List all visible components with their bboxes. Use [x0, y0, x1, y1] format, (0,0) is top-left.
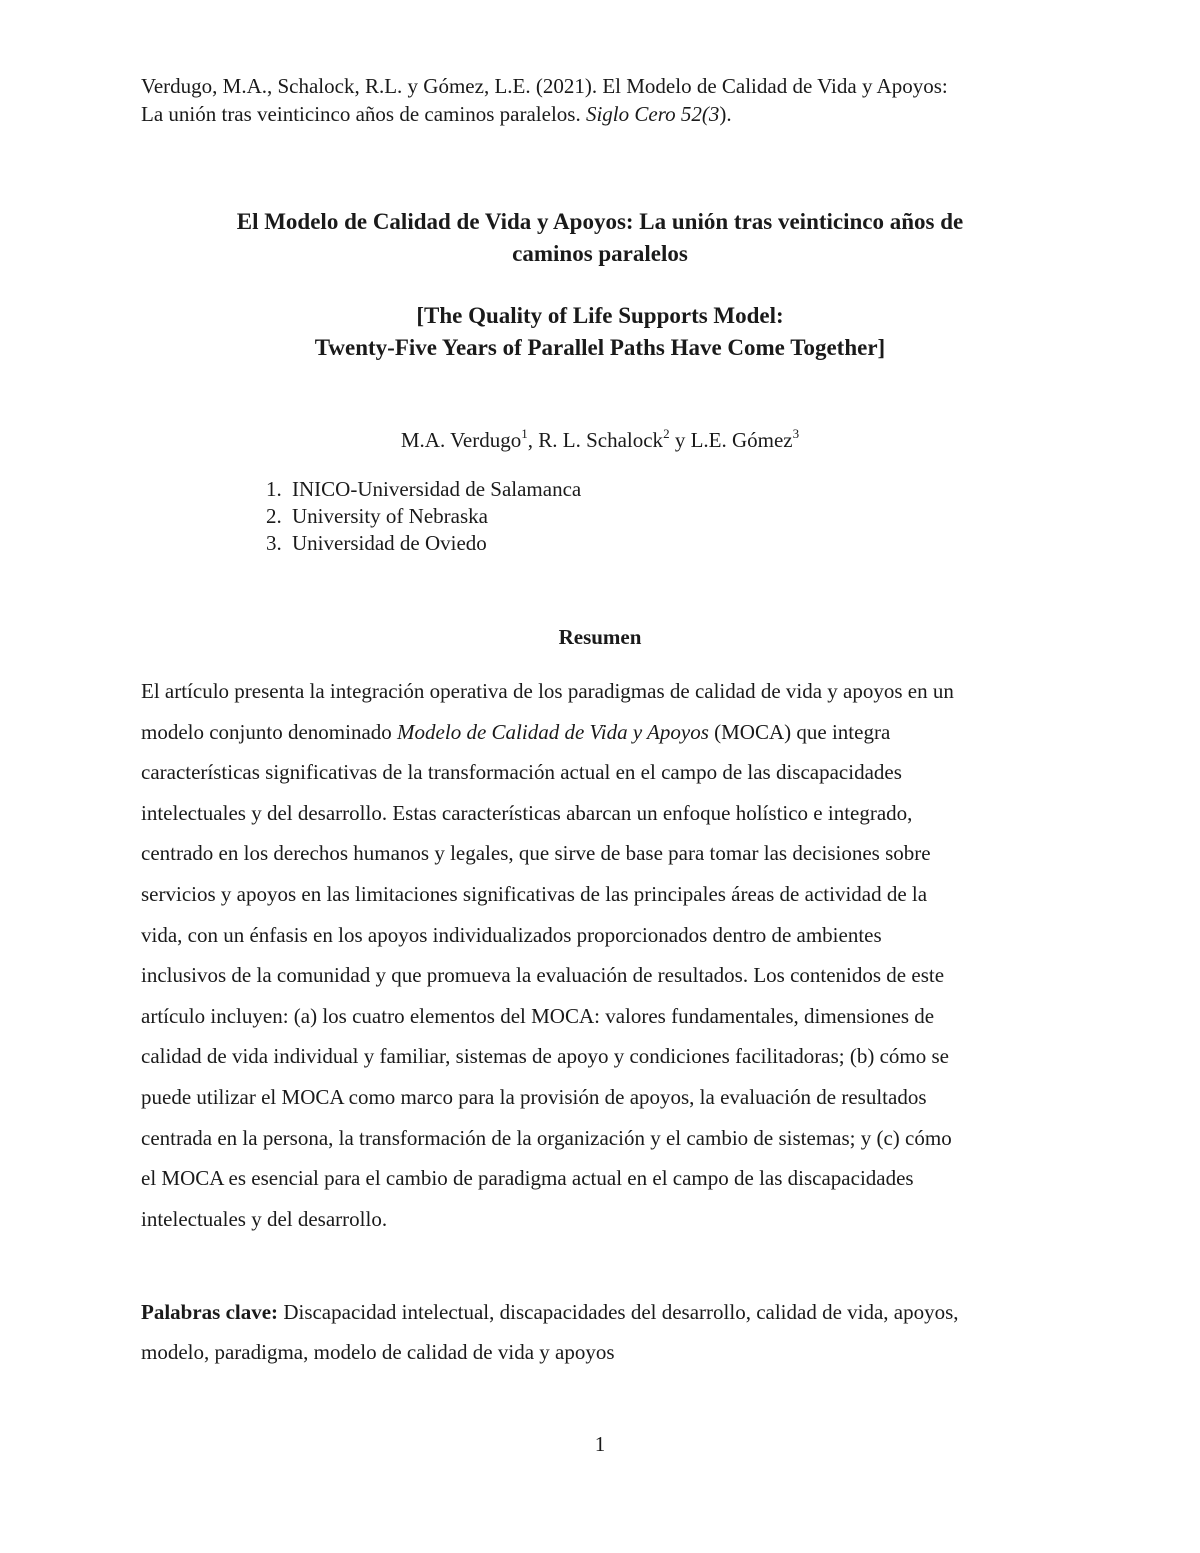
author-affiliation-marker: 2 [663, 426, 670, 441]
keywords-line: modelo, paradigma, modelo de calidad de vida y apoyos [141, 1340, 615, 1364]
page-number: 1 [594, 1432, 606, 1456]
abstract-line: características significativas de la transformación actual en el campo de las discapacidades [141, 760, 902, 785]
abstract-line: inclusivos de la comunidad y que promueva la evaluación de resultados. Los contenidos de este [141, 963, 945, 988]
affiliation-text: University of Nebraska [292, 504, 488, 528]
author-name: R. L. Schalock [538, 428, 664, 452]
spanish-title-line-2: caminos paralelos [512, 241, 688, 266]
abstract-line: centrado en los derechos humanos y legales, que sirve de base para tomar las decisiones sobre [141, 841, 931, 866]
keywords [141, 1292, 1081, 1372]
abstract-line: centrada en la persona, la transformación de la organización y el cambio de sistemas; y (c) cómo [141, 1125, 952, 1150]
author-affiliation-marker: 3 [792, 426, 800, 441]
model-name-emphasis: Modelo de Calidad de Vida y Apoyos [397, 719, 709, 744]
affiliation-number: 3. [266, 531, 282, 555]
affiliation-text: Universidad de Oviedo [292, 531, 487, 555]
keywords-line [141, 1292, 1081, 1332]
abstract-line: vida, con un énfasis en los apoyos individualizados proporcionados dentro de ambientes [141, 922, 882, 947]
citation-line-2-prefix: La unión tras veinticinco años de caminos paralelos. [141, 102, 586, 126]
english-title [100, 300, 1100, 364]
citation-line-1: Verdugo, M.A., Schalock, R.L. y Gómez, L.E. (2021). El Modelo de Calidad de Vida y Apoyos: [141, 74, 948, 98]
affiliation-text: INICO-Universidad de Salamanca [292, 477, 582, 501]
abstract-line: servicios y apoyos en las limitaciones significativas de las principales áreas de actividad de la [141, 881, 928, 906]
citation-line-2-suffix: ). [719, 102, 732, 126]
keywords-text: Discapacidad intelectual, discapacidades del desarrollo, calidad de vida, apoyos, [278, 1300, 959, 1324]
english-title-line-2: Twenty-Five Years of Parallel Paths Have Come Together] [314, 335, 886, 360]
abstract-line: intelectuales y del desarrollo. [141, 1206, 388, 1231]
affiliation-item [266, 530, 581, 557]
affiliation-number: 2. [266, 504, 282, 528]
abstract-line: el MOCA es esencial para el cambio de paradigma actual en el campo de las discapacidades [141, 1166, 914, 1191]
abstract-line-prefix: modelo conjunto denominado [141, 719, 398, 744]
abstract-body [141, 671, 1071, 1239]
citation-line-2 [141, 100, 1071, 128]
citation [141, 72, 1071, 128]
author-separator: y [669, 428, 691, 452]
english-title-line-1: [The Quality of Life Supports Model: [416, 303, 784, 328]
spanish-title-line-1: El Modelo de Calidad de Vida y Apoyos: La unión tras veinticinco años de [236, 209, 964, 234]
abstract-line: artículo incluyen: (a) los cuatro elementos del MOCA: valores fundamentales, dimensiones de [141, 1003, 935, 1028]
affiliation-item [266, 476, 581, 503]
abstract-heading: Resumen [558, 625, 642, 649]
citation-journal: Siglo Cero 52(3 [585, 102, 720, 126]
title-block [100, 206, 1100, 364]
abstract-line: puede utilizar el MOCA como marco para la provisión de apoyos, la evaluación de resultados [141, 1084, 927, 1109]
abstract-line: El artículo presenta la integración operativa de los paradigmas de calidad de vida y apoyos en un [141, 679, 954, 703]
abstract-line: intelectuales y del desarrollo. Estas características abarcan un enfoque holístico e integrado, [141, 800, 913, 825]
keywords-label: Palabras clave: [141, 1300, 279, 1324]
author-separator: , [527, 428, 539, 452]
abstract-line-suffix: (MOCA) que integra [708, 719, 891, 744]
affiliation-list [266, 476, 581, 557]
author-list [100, 420, 1100, 454]
spanish-title [100, 206, 1100, 270]
abstract-line: calidad de vida individual y familiar, sistemas de apoyo y condiciones facilitadoras; (b) cómo se [141, 1044, 949, 1069]
affiliation-number: 1. [266, 477, 282, 501]
abstract-line [141, 712, 1071, 753]
author-name: L.E. Gómez [690, 428, 793, 452]
author-affiliation-marker: 1 [521, 426, 528, 441]
author-name: M.A. Verdugo [400, 428, 522, 452]
affiliation-item [266, 503, 581, 530]
